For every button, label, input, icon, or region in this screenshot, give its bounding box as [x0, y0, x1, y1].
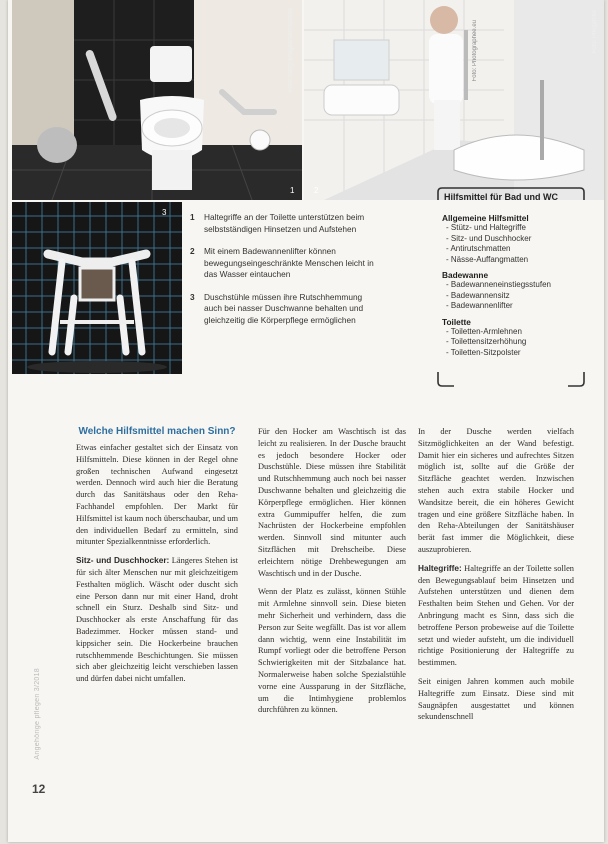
article-heading: Welche Hilfsmittel machen Sinn? — [78, 426, 236, 437]
article-column-1 — [76, 426, 238, 692]
info-box-title: Hilfsmittel für Bad und WC — [444, 192, 558, 202]
paragraph-text: Haltegriffe an der Toilette sollen den Bewegungsablauf beim Hinsetzen und Aufstehen unterstützen und dienen dem Festhalten beim Stehen und Gehen. Vor der Anbringung macht es Sinn, dass sich die betroffene Person probeweise auf die Toilette setzt und wieder aufsteht, um die individuell richtige Positionierung der Haltegriffe zu bestimmen. — [418, 563, 574, 668]
photo-number-1: 1 — [290, 186, 295, 195]
article-paragraph: In der Dusche werden vielfach Sitzmöglichkeiten an der Wand befestigt. Damit hier ein sicheres und aufrechtes Sitzen möglich ist, sollte auf die Größe der Sitzfläche geachtet werden. Inzwischen stehen auch extra stabile Hocker und Wandsitze bereit, die ein höheres Gewicht tragen und eine größere Sitzfläche haben. In den Reha-Abteilungen der Sanitätshäuser berät fast immer die Möglichkeit, diese auszuprobieren. — [418, 427, 574, 554]
list-item: - Toilettensitzerhöhung — [446, 337, 527, 346]
photo-credit-2: Foto: Photographee.eu — [472, 20, 478, 82]
paragraph-text: Längeres Stehen ist für sich älter Menschen nur mit gleichzeitigem Festhalten möglich. Wäscht oder duscht sich eine Person dann nur mit einer Hand, droht schnell ein Sturz. Deshalb sind Sitz- und Duschhocker als erste Anschaffung für das Badezimmer. Hocker müssen stand- und kippsicher sein. Die Hockerbeine brauchen rutschhemmende Beschichtungen. Sie müssen sich aber gleichzeitig leicht verschieben lassen und dürfen dabei nicht umfallen. — [76, 556, 239, 684]
photo-captions — [190, 212, 380, 337]
subheading-sitz-duschhocker: Sitz- und Duschhocker: — [76, 555, 170, 566]
list-item: - Toiletten-Armlehnen — [446, 326, 522, 336]
article-paragraph: Etwas einfacher gestaltet sich der Einsatz von Hilfsmitteln. Diese können in der Regel ohne großen technischen Aufwand eingesetzt werden. Dennoch wird auch hier die Beratung durch das Sanitätshaus oder den Reha-Fachhandel empfohlen. Der Markt für Hilfsmittel ist kaum noch überschaubar, und um den individuellen Bedarf zu ermitteln, sind mitunter Spezialkenntnisse erforderlich. — [76, 443, 238, 547]
list-item: - Badewanneneinstiegsstufen — [446, 280, 551, 289]
subheading-haltegriffe: Haltegriffe: — [418, 562, 462, 573]
article-paragraph: Wenn der Platz es zulässt, können Stühle mit Armlehne sinnvoll sein. Diese bieten mehr Sicherheit und verhindern, dass die Person zur Seite wegfällt. Das ist vor allem dann wichtig, wenn eine Instabilität im Rumpf vorliegt oder die betroffene Person Schwierigkeiten mit der Sitzbalance hat. Normalerweise haben solche Spezialstühle vorne eine Aussparung in der Sitzfläche, um die Intimhygiene problemlos durchführen zu können. — [258, 587, 406, 715]
list-item: - Badewannensitz — [446, 290, 510, 300]
photo-bathroom-lift — [304, 0, 604, 200]
section-badewanne: Badewanne — [442, 270, 489, 280]
caption-text: Mit einem Badewannenlifter können bewegungseingeschränkte Menschen leicht in das Wasser eintauchen — [204, 246, 374, 279]
photo-number-3: 3 — [162, 208, 167, 217]
article-paragraph: Seit einigen Jahren kommen auch mobile Haltegriffe zum Einsatz. Diese sind mit Saugnäpfen ausgestattet und können sekundenschnell — [418, 676, 574, 722]
caption-3 — [190, 292, 380, 327]
bathroom-illustration — [304, 0, 604, 200]
shower-chair-illustration — [12, 202, 182, 374]
list-item: - Nässe-Auffangmatten — [446, 254, 529, 264]
caption-number: 3 — [190, 291, 195, 302]
list-item: - Stütz- und Haltegriffe — [446, 223, 526, 232]
photo-credit-1: Foto: Getty Images/iStockphoto — [288, 8, 294, 93]
list-item: - Badewannenlifter — [446, 301, 513, 310]
article-paragraph: Für den Hocker am Waschtisch ist das leicht zu realisieren. In der Dusche braucht es jedoch besondere Hocker oder Duschstühle. Diese müssen ihre Stabilität und Rutschhemmung auch noch bei nasser Duschwanne behalten und gleichzeitig die Körperpflege ermöglichen. Hier können extra Gummipuffer helfen, die zum Nachrüsten der Hockerbeine empfohlen werden. Sinnvoll sind mitunter auch Sitzflächen mit Drehscheibe. Diese erleichtern nötige Drehbewegungen am Waschtisch und in der Dusche. — [258, 427, 406, 578]
article-column-3 — [418, 426, 574, 730]
caption-number: 1 — [190, 212, 195, 222]
list-item: - Sitz- und Duschhocker — [446, 233, 532, 243]
section-allgemeine: Allgemeine Hilfsmittel — [442, 213, 529, 223]
toilet-illustration — [12, 0, 302, 200]
magazine-page — [8, 0, 604, 842]
info-box-content — [442, 208, 582, 358]
article-paragraph — [418, 563, 574, 669]
caption-2 — [190, 246, 380, 281]
article-column-2 — [258, 426, 406, 723]
article-paragraph — [76, 555, 238, 685]
info-box-hilfsmittel — [436, 186, 586, 388]
caption-text: Haltegriffe an der Toilette unterstützen beim selbstständigen Hinsetzen und Aufstehen — [204, 212, 365, 234]
magazine-side-label: Angehörige pflegen 3/2018 — [34, 668, 41, 760]
list-item: - Antirutschmatten — [446, 244, 511, 253]
caption-text: Duschstühle müssen ihre Rutschhemmung auch bei nasser Duschwanne behalten und gleichzeitig die Körperpflege ermöglichen — [204, 291, 364, 325]
photo-shower-chair — [12, 202, 182, 374]
section-toilette: Toilette — [442, 316, 471, 327]
list-item: - Toiletten-Sitzpolster — [446, 347, 521, 357]
caption-1 — [190, 212, 380, 235]
page-number: 12 — [32, 782, 46, 796]
photo-toilet-grab-bars — [12, 0, 302, 200]
caption-number: 2 — [190, 246, 195, 256]
photo-credit-3: Foto: Pflegehilfe — [592, 10, 598, 54]
photo-number-2: 2 — [314, 186, 319, 195]
